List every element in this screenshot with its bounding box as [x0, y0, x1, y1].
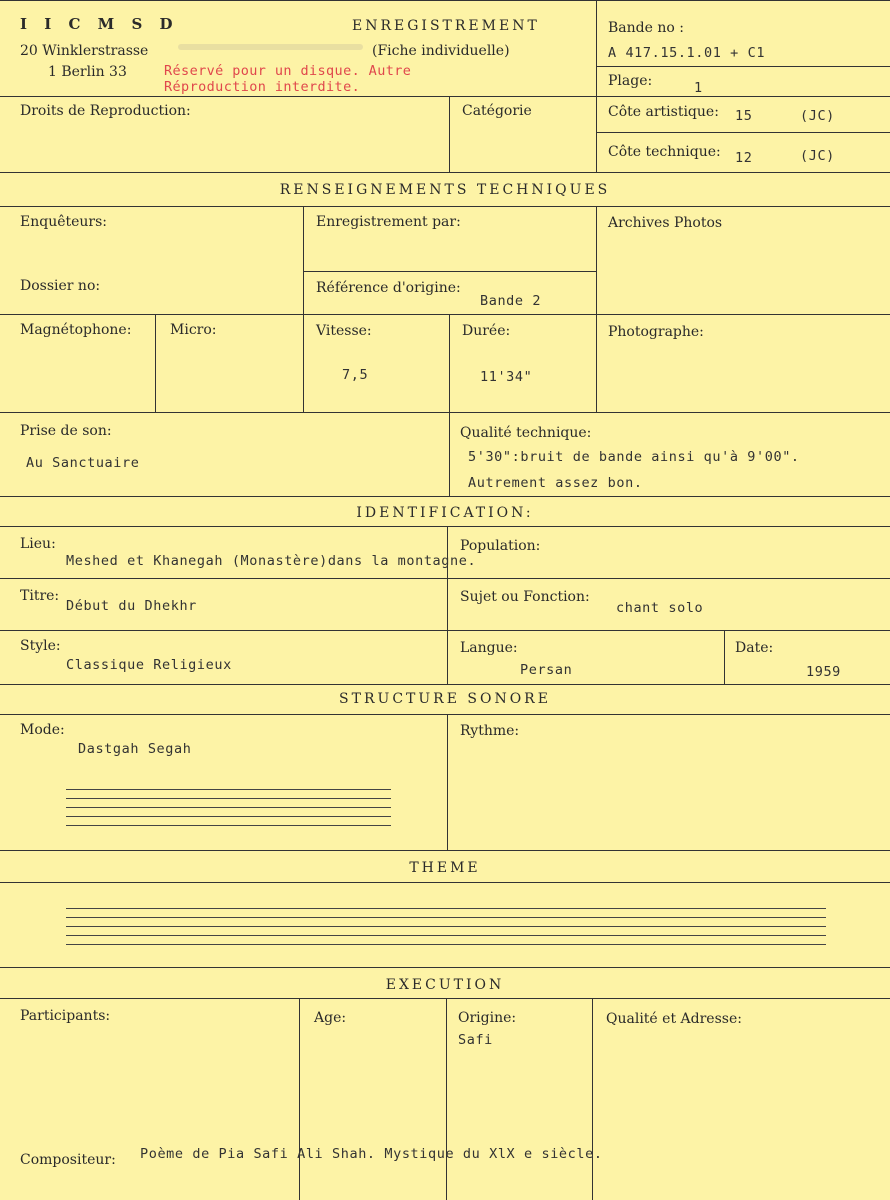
rule: [0, 684, 890, 685]
qualite-technique-line-2: Autrement assez bon.: [468, 475, 643, 491]
droits-label: Droits de Reproduction:: [20, 103, 191, 119]
plage-label: Plage:: [608, 73, 653, 89]
magnetophone-label: Magnétophone:: [20, 322, 132, 338]
style-label: Style:: [20, 638, 61, 654]
mode-label: Mode:: [20, 722, 65, 738]
vitesse-label: Vitesse:: [316, 323, 372, 339]
rule: [449, 96, 450, 172]
plage-value: 1: [694, 80, 703, 96]
titre-label: Titre:: [20, 588, 60, 604]
theme-staff-line: [66, 917, 826, 918]
rule: [0, 206, 890, 207]
langue-value: Persan: [520, 662, 573, 678]
dossier-label: Dossier no:: [20, 278, 101, 294]
bande-value: A 417.15.1.01 + C1: [608, 45, 766, 61]
theme-staff-line: [66, 944, 826, 945]
theme-staff-line: [66, 908, 826, 909]
sujet-value: chant solo: [616, 600, 704, 616]
rule: [0, 967, 890, 968]
rule: [0, 882, 890, 883]
form-title: ENREGISTREMENT: [352, 18, 540, 34]
qualite-technique-label: Qualité technique:: [460, 425, 592, 441]
section-identification-title: IDENTIFICATION:: [356, 505, 534, 521]
mode-staff-line: [66, 825, 391, 826]
rule: [0, 496, 890, 497]
theme-staff-line: [66, 926, 826, 927]
rule: [0, 314, 890, 315]
rule: [0, 998, 890, 999]
section-structure-title: STRUCTURE SONORE: [339, 691, 551, 707]
date-value: 1959: [806, 664, 841, 680]
style-value: Classique Religieux: [66, 657, 232, 673]
rule: [596, 66, 890, 67]
rule: [596, 0, 597, 172]
erased-stamp-mark: [178, 44, 363, 50]
section-execution-title: EXECUTION: [385, 977, 505, 993]
rule: [155, 314, 156, 412]
section-theme-title: THEME: [409, 860, 481, 876]
rule: [596, 132, 890, 133]
duree-label: Durée:: [462, 323, 511, 339]
compositeur-label: Compositeur:: [20, 1152, 116, 1168]
mode-staff-line: [66, 807, 391, 808]
categorie-label: Catégorie: [462, 103, 532, 119]
rule: [446, 998, 447, 1200]
address-line-1: 20 Winklerstrasse: [20, 43, 149, 59]
form-subtitle: (Fiche individuelle): [372, 43, 510, 59]
cote-technique-label: Côte technique:: [608, 144, 721, 160]
rule: [449, 314, 450, 496]
origine-label: Origine:: [458, 1010, 517, 1026]
rule: [0, 526, 890, 527]
prise-de-son-value: Au Sanctuaire: [26, 455, 140, 471]
compositeur-value: Poème de Pia Safi Ali Shah. Mystique du XlX e siècle.: [140, 1146, 603, 1162]
enqueteurs-label: Enquêteurs:: [20, 214, 108, 230]
rule: [0, 172, 890, 173]
rule: [447, 714, 448, 850]
langue-label: Langue:: [460, 640, 518, 656]
rule: [0, 412, 890, 413]
titre-value: Début du Dhekhr: [66, 598, 197, 614]
lieu-value: Meshed et Khanegah (Monastère)dans la montagne.: [66, 553, 477, 569]
rule: [303, 271, 596, 272]
rule: [0, 630, 890, 631]
cote-artistique-label: Côte artistique:: [608, 104, 719, 120]
reference-value: Bande 2: [480, 293, 542, 309]
mode-staff-line: [66, 798, 391, 799]
rule: [0, 96, 890, 97]
archives-photos-label: Archives Photos: [608, 215, 723, 231]
cote-artistique-value: 15: [735, 108, 753, 124]
rule: [299, 998, 300, 1200]
photographe-label: Photographe:: [608, 324, 704, 340]
lieu-label: Lieu:: [20, 536, 56, 552]
cote-technique-value: 12: [735, 150, 753, 166]
mode-staff-line: [66, 789, 391, 790]
reference-label: Référence d'origine:: [316, 280, 461, 296]
rule: [0, 714, 890, 715]
cote-technique-initials: (JC): [800, 148, 835, 164]
bande-label: Bande no :: [608, 20, 684, 36]
rule: [596, 206, 597, 412]
date-label: Date:: [735, 640, 774, 656]
institute-logo: I I C M S D: [20, 15, 179, 33]
participants-label: Participants:: [20, 1008, 111, 1024]
age-label: Age:: [314, 1010, 347, 1026]
rule: [724, 630, 725, 684]
rythme-label: Rythme:: [460, 723, 520, 739]
sujet-label: Sujet ou Fonction:: [460, 589, 590, 605]
mode-value: Dastgah Segah: [78, 741, 192, 757]
rule: [0, 578, 890, 579]
rule: [0, 850, 890, 851]
origine-value: Safi: [458, 1032, 493, 1048]
theme-staff-line: [66, 935, 826, 936]
rule: [592, 998, 593, 1200]
population-label: Population:: [460, 538, 541, 554]
qualite-adresse-label: Qualité et Adresse:: [606, 1011, 742, 1027]
rule: [0, 0, 890, 1]
section-technical-title: RENSEIGNEMENTS TECHNIQUES: [279, 182, 611, 198]
duree-value: 11'34": [480, 369, 533, 385]
address-line-2: 1 Berlin 33: [48, 64, 127, 80]
rule: [447, 526, 448, 684]
micro-label: Micro:: [170, 322, 217, 338]
reproduction-stamp-line-1: Réservé pour un disque. Autre: [164, 63, 412, 79]
vitesse-value: 7,5: [342, 367, 369, 383]
cote-artistique-initials: (JC): [800, 108, 835, 124]
mode-staff-line: [66, 816, 391, 817]
reproduction-stamp-line-2: Réproduction interdite.: [164, 79, 361, 95]
rule: [303, 206, 304, 412]
qualite-technique-line-1: 5'30":bruit de bande ainsi qu'à 9'00".: [468, 449, 800, 465]
prise-de-son-label: Prise de son:: [20, 423, 112, 439]
enregistrement-par-label: Enregistrement par:: [316, 214, 461, 230]
